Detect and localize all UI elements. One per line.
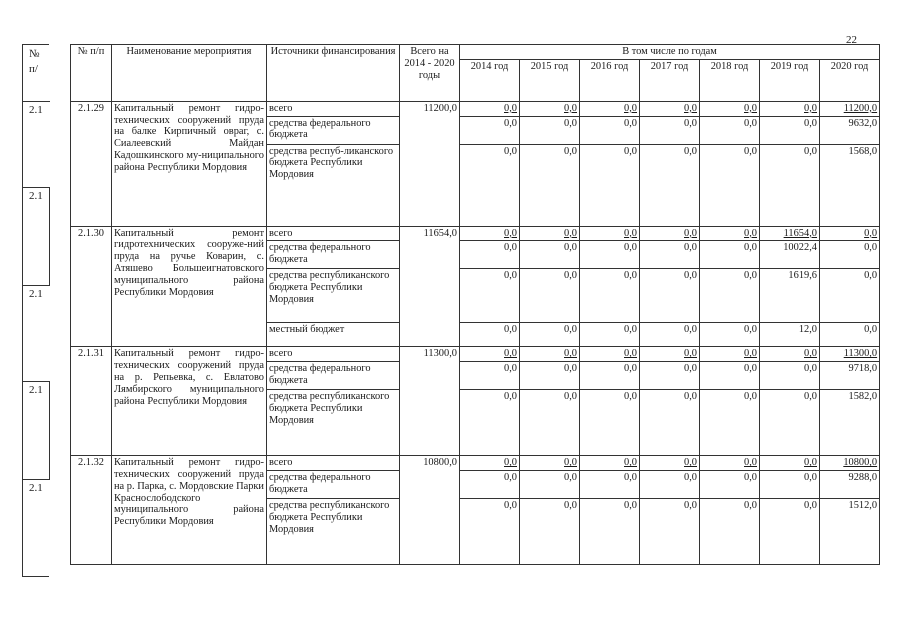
- year-value: 1582,0: [820, 390, 880, 456]
- year-value: 0,0: [460, 241, 520, 269]
- year-value: 10800,0: [820, 456, 880, 471]
- funding-source: всего: [267, 101, 400, 116]
- margin-header-pp: п/: [29, 63, 38, 75]
- year-value: 0,0: [580, 241, 640, 269]
- header-year: 2014 год: [460, 59, 520, 101]
- item-name: Капитальный ремонт гидро-технических сооружений пруда на р. Репьевка, с. Евлатово Лямбирского муниципального района Республики Мордовия: [112, 347, 267, 456]
- funding-table: [70, 44, 880, 565]
- year-value: 0,0: [460, 269, 520, 323]
- year-value: 0,0: [700, 362, 760, 390]
- year-value: 0,0: [640, 456, 700, 471]
- table-row: [71, 456, 880, 471]
- header-year: 2017 год: [640, 59, 700, 101]
- year-value: 0,0: [460, 101, 520, 116]
- year-value: 0,0: [580, 470, 640, 498]
- header-source: Источники финансирования: [267, 45, 400, 102]
- item-code: 2.1.32: [71, 456, 112, 565]
- year-value: 0,0: [520, 144, 580, 226]
- margin-header-num: №: [29, 48, 40, 60]
- margin-label: 2.1: [29, 104, 43, 116]
- year-value: 0,0: [460, 456, 520, 471]
- year-value: 0,0: [580, 347, 640, 362]
- year-value: 0,0: [640, 144, 700, 226]
- year-value: 0,0: [460, 116, 520, 144]
- year-value: 1568,0: [820, 144, 880, 226]
- year-value: 0,0: [580, 390, 640, 456]
- year-value: 0,0: [700, 390, 760, 456]
- year-value: 0,0: [580, 498, 640, 564]
- year-value: 0,0: [760, 101, 820, 116]
- year-value: 0,0: [640, 101, 700, 116]
- funding-source: средства федерального бюджета: [267, 241, 400, 269]
- year-value: 0,0: [460, 347, 520, 362]
- year-value: 0,0: [760, 390, 820, 456]
- year-value: 0,0: [640, 470, 700, 498]
- year-value: 0,0: [640, 347, 700, 362]
- year-value: 0,0: [520, 390, 580, 456]
- year-value: 0,0: [700, 226, 760, 241]
- year-value: 0,0: [640, 226, 700, 241]
- funding-source: средства респуб-ликанского бюджета Республики Мордовия: [267, 144, 400, 226]
- year-value: 0,0: [520, 323, 580, 347]
- year-value: 0,0: [520, 116, 580, 144]
- header-year: 2018 год: [700, 59, 760, 101]
- header-year: 2016 год: [580, 59, 640, 101]
- year-value: 0,0: [460, 144, 520, 226]
- year-value: 0,0: [460, 226, 520, 241]
- year-value: 0,0: [520, 470, 580, 498]
- year-value: 1512,0: [820, 498, 880, 564]
- year-value: 0,0: [700, 101, 760, 116]
- year-value: 0,0: [760, 456, 820, 471]
- year-value: 0,0: [700, 456, 760, 471]
- margin-label: 2.1: [29, 288, 43, 300]
- year-value: 9718,0: [820, 362, 880, 390]
- year-value: 0,0: [460, 362, 520, 390]
- funding-source: местный бюджет: [267, 323, 400, 347]
- year-value: 11200,0: [820, 101, 880, 116]
- margin-label: 2.1: [29, 190, 43, 202]
- year-value: 0,0: [580, 116, 640, 144]
- year-value: 0,0: [640, 362, 700, 390]
- year-value: 0,0: [460, 470, 520, 498]
- funding-source: всего: [267, 347, 400, 362]
- year-value: 0,0: [520, 362, 580, 390]
- year-value: 0,0: [640, 498, 700, 564]
- table-row: [71, 101, 880, 116]
- year-value: 0,0: [700, 269, 760, 323]
- year-value: 0,0: [760, 498, 820, 564]
- year-value: 0,0: [580, 362, 640, 390]
- header-name: Наименование мероприятия: [112, 45, 267, 102]
- year-value: 0,0: [640, 390, 700, 456]
- year-value: 12,0: [760, 323, 820, 347]
- year-value: 0,0: [700, 470, 760, 498]
- year-value: 0,0: [760, 362, 820, 390]
- funding-source: средства федерального бюджета: [267, 116, 400, 144]
- year-value: 11654,0: [760, 226, 820, 241]
- funding-source: средства республиканского бюджета Республики Мордовия: [267, 269, 400, 323]
- year-value: 0,0: [700, 498, 760, 564]
- year-value: 0,0: [820, 241, 880, 269]
- year-value: 0,0: [700, 323, 760, 347]
- year-value: 0,0: [760, 470, 820, 498]
- year-value: 9632,0: [820, 116, 880, 144]
- year-value: 0,0: [820, 226, 880, 241]
- year-value: 0,0: [700, 241, 760, 269]
- funding-source: средства республиканского бюджета Республики Мордовия: [267, 498, 400, 564]
- year-value: 0,0: [640, 323, 700, 347]
- table-row: [71, 226, 880, 241]
- item-total: 11654,0: [400, 226, 460, 347]
- funding-source: средства федерального бюджета: [267, 470, 400, 498]
- item-name: Капитальный ремонт гидро-технических сооружений пруда на балке Кирпичный овраг, с. Сиалеевский Майдан Кадошкинского му-ниципального района Республики Мордовия: [112, 101, 267, 226]
- margin-label: 2.1: [29, 384, 43, 396]
- year-value: 0,0: [520, 347, 580, 362]
- year-value: 0,0: [580, 144, 640, 226]
- previous-page-margin-strip: [22, 44, 49, 577]
- year-value: 0,0: [520, 101, 580, 116]
- year-value: 1619,6: [760, 269, 820, 323]
- item-name: Капитальный ремонт гидротехнических сооруже-ний пруда на ручье Коварин, с. Атяшево Большеигнатовского муниципального района Республики Мордовия: [112, 226, 267, 347]
- funding-source: всего: [267, 226, 400, 241]
- year-value: 0,0: [640, 241, 700, 269]
- table-row: [71, 347, 880, 362]
- year-value: 9288,0: [820, 470, 880, 498]
- year-value: 0,0: [520, 241, 580, 269]
- item-total: 11200,0: [400, 101, 460, 226]
- item-code: 2.1.29: [71, 101, 112, 226]
- header-num: № п/п: [71, 45, 112, 102]
- funding-source: средства федерального бюджета: [267, 362, 400, 390]
- year-value: 0,0: [520, 456, 580, 471]
- year-value: 0,0: [580, 269, 640, 323]
- header-year: 2019 год: [760, 59, 820, 101]
- year-value: 11300,0: [820, 347, 880, 362]
- page-number: 22: [846, 34, 857, 46]
- year-value: 0,0: [520, 269, 580, 323]
- item-code: 2.1.31: [71, 347, 112, 456]
- year-value: 0,0: [460, 390, 520, 456]
- item-name: Капитальный ремонт гидро-технических сооружений пруда на р. Парка, с. Мордовские Парки Краснослободского муниципального района Республики Мордовия: [112, 456, 267, 565]
- year-value: 0,0: [520, 498, 580, 564]
- year-value: 0,0: [580, 323, 640, 347]
- year-value: 0,0: [760, 116, 820, 144]
- header-total: Всего на 2014 - 2020 годы: [400, 45, 460, 102]
- year-value: 0,0: [760, 144, 820, 226]
- year-value: 0,0: [580, 226, 640, 241]
- year-value: 0,0: [580, 101, 640, 116]
- funding-source: средства республиканского бюджета Республики Мордовия: [267, 390, 400, 456]
- item-total: 11300,0: [400, 347, 460, 456]
- year-value: 0,0: [820, 269, 880, 323]
- header-year: 2015 год: [520, 59, 580, 101]
- year-value: 0,0: [700, 347, 760, 362]
- year-value: 0,0: [460, 498, 520, 564]
- year-value: 0,0: [760, 347, 820, 362]
- margin-label: 2.1: [29, 482, 43, 494]
- year-value: 0,0: [580, 456, 640, 471]
- header-by-years: В том числе по годам: [460, 45, 880, 60]
- funding-source: всего: [267, 456, 400, 471]
- header-year: 2020 год: [820, 59, 880, 101]
- item-total: 10800,0: [400, 456, 460, 565]
- item-code: 2.1.30: [71, 226, 112, 347]
- year-value: 0,0: [700, 144, 760, 226]
- year-value: 0,0: [460, 323, 520, 347]
- year-value: 0,0: [640, 269, 700, 323]
- year-value: 0,0: [700, 116, 760, 144]
- year-value: 0,0: [640, 116, 700, 144]
- year-value: 0,0: [520, 226, 580, 241]
- year-value: 0,0: [820, 323, 880, 347]
- year-value: 10022,4: [760, 241, 820, 269]
